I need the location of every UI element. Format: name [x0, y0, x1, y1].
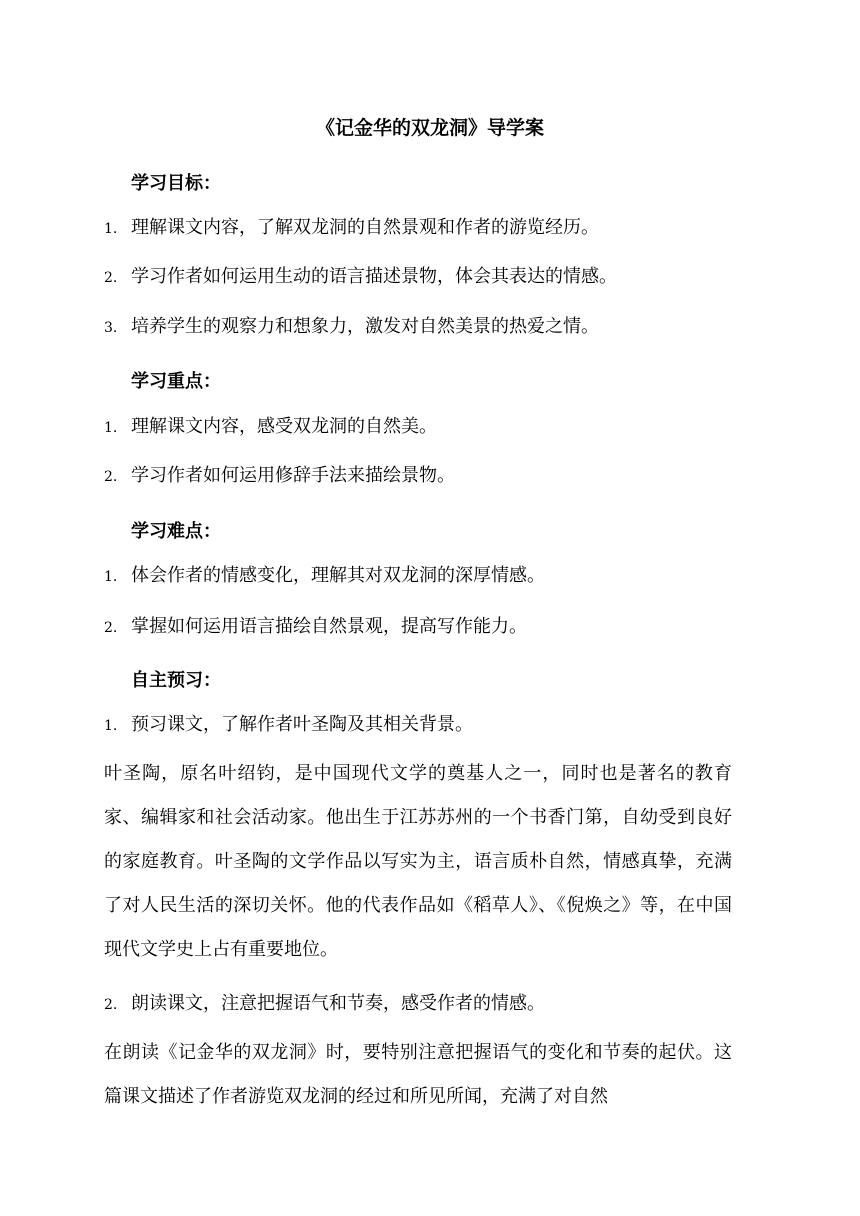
paragraph-author-background: 叶圣陶，原名叶绍钧，是中国现代文学的奠基人之一，同时也是著名的教育家、编辑家和社会活动家。他出生于江苏苏州的一个书香门第，自幼受到良好的家庭教育。叶圣陶的文学作品以写实为主，语言质朴自然，情感真挚，充满了对人民生活的深切关怀。他的代表作品如《稻草人》、《倪焕之》等，在中国现代文学史上占有重要地位。 [104, 763, 732, 960]
section-heading-objectives: 学习目标： [131, 173, 221, 194]
list-text: 预习课文，了解作者叶圣陶及其相关背景。 [131, 714, 473, 735]
list-text: 学习作者如何运用修辞手法来描绘景物。 [131, 465, 455, 486]
list-text: 理解课文内容，了解双龙洞的自然景观和作者的游览经历。 [131, 217, 599, 238]
list-item [104, 214, 744, 243]
list-text: 体会作者的情感变化，理解其对双龙洞的深厚情感。 [131, 565, 545, 586]
list-number: 2. [104, 469, 118, 485]
list-number: 2. [104, 270, 118, 286]
section-heading-difficulties: 学习难点： [131, 521, 221, 542]
section-heading-preview: 自主预习： [131, 670, 221, 691]
document-title: 《记金华的双龙洞》导学案 [315, 117, 544, 139]
list-item [104, 613, 744, 642]
list-item [104, 562, 744, 591]
list-text: 理解课文内容，感受双龙洞的自然美。 [131, 416, 437, 437]
section-heading-key-points: 学习重点： [131, 371, 221, 392]
list-number: 2. [104, 620, 118, 636]
paragraph-reading-guidance: 在朗读《记金华的双龙洞》时，要特别注意把握语气的变化和节奏的起伏。这篇课文描述了作者游览双龙洞的经过和所见所闻，充满了对自然 [104, 1042, 732, 1107]
list-number: 1. [104, 569, 118, 585]
list-item [104, 462, 744, 491]
list-item [104, 313, 744, 342]
list-text: 学习作者如何运用生动的语言描述景物，体会其表达的情感。 [131, 266, 617, 287]
list-number: 1. [104, 718, 118, 734]
list-item [104, 711, 744, 740]
list-item [104, 263, 744, 292]
list-number: 3. [104, 320, 118, 336]
list-item [104, 413, 744, 442]
list-item [104, 990, 744, 1019]
list-text: 朗读课文，注意把握语气和节奏，感受作者的情感。 [131, 993, 545, 1014]
list-number: 2. [104, 997, 118, 1013]
list-number: 1. [104, 420, 118, 436]
list-text: 培养学生的观察力和想象力，激发对自然美景的热爱之情。 [131, 316, 599, 337]
list-number: 1. [104, 221, 118, 237]
list-text: 掌握如何运用语言描绘自然景观，提高写作能力。 [131, 616, 527, 637]
